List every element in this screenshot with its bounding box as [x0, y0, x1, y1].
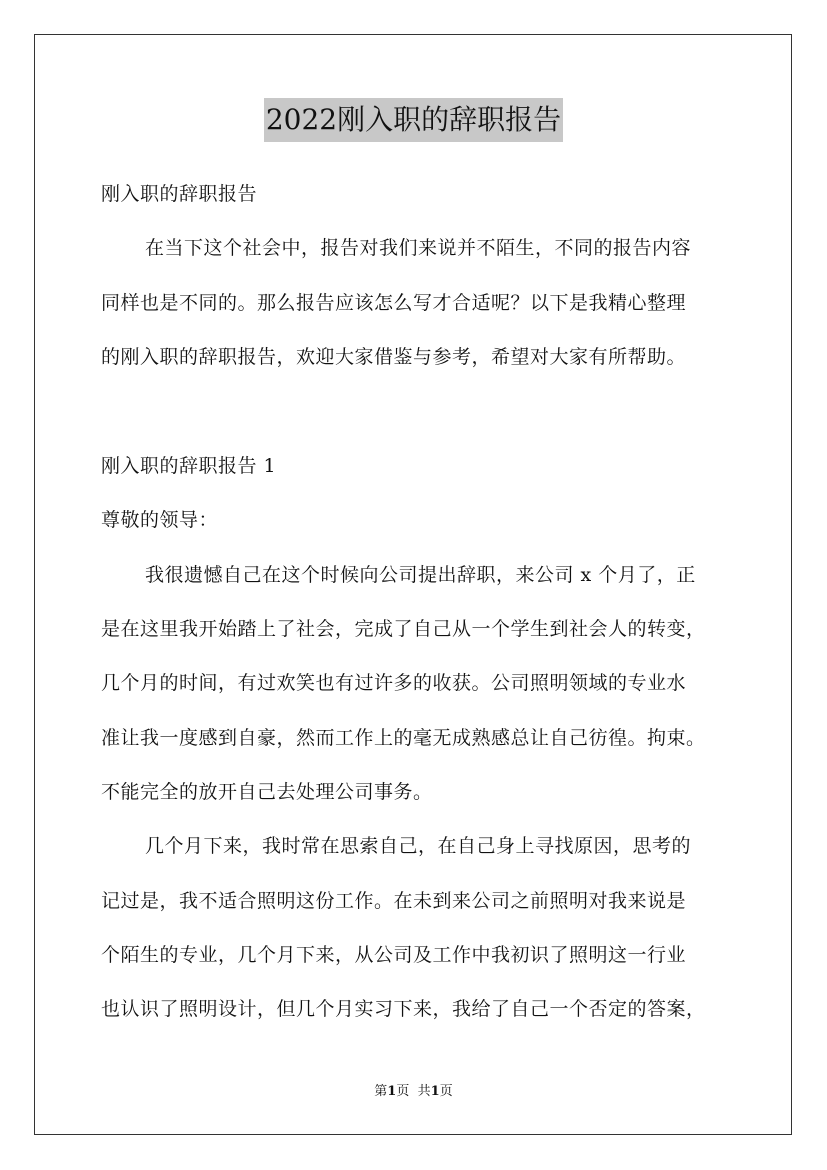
paragraph-line: 准让我一度感到自豪，然而工作上的毫无成熟感总让自己彷徨。拘束。	[101, 727, 706, 749]
title-wrap	[0, 98, 827, 142]
document-title: 2022刚入职的辞职报告	[264, 98, 563, 142]
paragraph-line: 几个月下来，我时常在思索自己，在自己身上寻找原因，思考的	[145, 835, 692, 857]
paragraph-line: 的刚入职的辞职报告，欢迎大家借鉴与参考，希望对大家有所帮助。	[101, 346, 687, 368]
paragraph-line: 个陌生的专业，几个月下来，从公司及工作中我初识了照明这一行业	[101, 944, 687, 966]
footer-page-suffix: 页	[396, 1084, 410, 1099]
paragraph-line: 几个月的时间，有过欢笑也有过许多的收获。公司照明领域的专业水	[101, 672, 687, 694]
page-footer	[0, 1082, 827, 1102]
paragraph-line: 也认识了照明设计，但几个月实习下来，我给了自己一个否定的答案，	[101, 998, 706, 1020]
salutation: 尊敬的领导：	[101, 509, 219, 531]
footer-total-prefix: 共	[417, 1084, 431, 1099]
paragraph-line: 是在这里我开始踏上了社会，完成了自己从一个学生到社会人的转变，	[101, 618, 706, 640]
paragraph-line: 在当下这个社会中，报告对我们来说并不陌生，不同的报告内容	[145, 237, 692, 259]
footer-page-prefix: 第	[374, 1084, 388, 1099]
footer-total-suffix: 页	[439, 1084, 453, 1099]
footer-total-number: 1	[430, 1084, 440, 1099]
paragraph-line: 我很遗憾自己在这个时候向公司提出辞职，来公司 x 个月了，正	[145, 564, 696, 586]
section-heading: 刚入职的辞职报告 1	[101, 455, 277, 477]
paragraph-line: 不能完全的放开自己去处理公司事务。	[101, 781, 433, 803]
section-heading: 刚入职的辞职报告	[101, 183, 258, 205]
paragraph-line: 同样也是不同的。那么报告应该怎么写才合适呢？以下是我精心整理	[101, 292, 687, 314]
footer-page-number: 1	[387, 1084, 397, 1099]
paragraph-line: 记过是，我不适合照明这份工作。在未到来公司之前照明对我来说是	[101, 890, 687, 912]
